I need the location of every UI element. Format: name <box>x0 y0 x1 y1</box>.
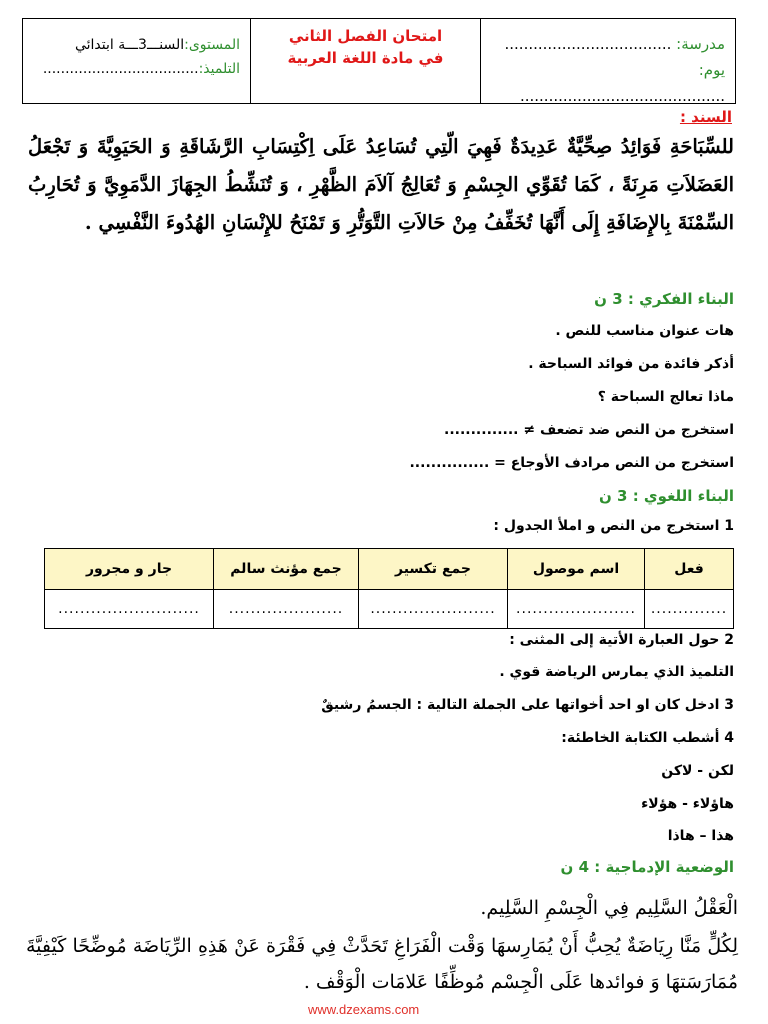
lughawi-question-3: 3 ادخل كان او احد أخواتها على الجملة التالية : الجسمُ رشيقٌ <box>321 697 734 713</box>
header-feminine-plural: جمع مؤنث سالم <box>214 549 359 590</box>
header-broken-plural: جمع تكسير <box>359 549 508 590</box>
answer-cell-verb[interactable]: .............. <box>645 590 734 629</box>
day-value: ........................................... <box>519 87 725 105</box>
header-verb: فعل <box>645 549 734 590</box>
school-value: ................................... <box>504 35 672 53</box>
fikri-question-5: استخرج من النص مرادف الأوجاع = ............... <box>409 455 734 471</box>
header-preposition: جار و مجرور <box>45 549 214 590</box>
fikri-question-4: استخرج من النص ضد تضعف ≠ .............. <box>444 422 734 438</box>
school-info <box>481 19 735 103</box>
fikri-question-1: هات عنوان مناسب للنص . <box>555 323 734 339</box>
title-line-1: امتحان الفصل الثاني <box>288 27 443 45</box>
fikri-heading: البناء الفكري : 3 ن <box>594 290 734 308</box>
day-label: يوم: <box>698 61 725 79</box>
exam-header <box>22 18 736 104</box>
idmaj-motto: الْعَقْلُ السَّلِيم فِي الْجِسْمِ السَّلِيم. <box>480 897 738 919</box>
title-line-2: في مادة اللغة العربية <box>287 49 444 67</box>
exam-title <box>251 19 481 103</box>
lughawi-question-1: 1 استخرج من النص و املأ الجدول : <box>493 518 734 534</box>
footer-url[interactable]: www.dzexams.com <box>308 1002 420 1017</box>
strike-item-3: هذا – هاذا <box>667 828 734 844</box>
question-2-sentence: التلميذ الذي يمارس الرياضة قوي . <box>499 664 734 680</box>
answer-cell-broken-plural[interactable]: ....................... <box>359 590 508 629</box>
level-value: السنـــ3ـــة ابتدائي <box>74 37 185 53</box>
school-label: مدرسة: <box>676 35 725 53</box>
table-header-row <box>45 549 734 590</box>
student-info <box>23 19 251 103</box>
level-label: المستوى: <box>184 37 240 53</box>
table-row <box>45 590 734 629</box>
answer-cell-relative-pronoun[interactable]: ...................... <box>508 590 645 629</box>
header-relative-pronoun: اسم موصول <box>508 549 645 590</box>
strike-item-1: لكن - لاكن <box>661 763 734 779</box>
sanad-passage: للسِّبَاحَةِ فَوَائِدُ صِحِّيَّةٌ عَدِيدَةٌ فَهِيَ الّتِي تُسَاعِدُ عَلَى اِكْتِسَابِ الرَّشَاقَةِ وَ الحَيَوِيَّةَ وَ تَجْعَلُ العَضَلاَتِ مَرِنَةً ، كَمَا تُقَوِّي الجِسْمِ وَ تُعَالِجُ آلاَمَ الظَّهْرِ ، وَ تُنَشِّطُ الجِهَازَ الدَّمَوِيَّ وَ تُحَارِبُ السِّمْنَةَ بِالإِضَافَةِ إِلَى أَنَّهَا تُخَفِّفُ مِنْ حَالاَتِ التَّوَتُّرِ وَ تَمْنَحُ للإِنْسَانِ الهُدُوءَ النَّفْسِي . <box>28 135 734 234</box>
strike-item-2: هاؤلاء - هؤلاء <box>641 796 734 812</box>
sanad-label: السند : <box>679 108 732 126</box>
lughawi-heading: البناء اللغوي : 3 ن <box>599 487 734 505</box>
answer-cell-preposition[interactable]: .......................... <box>45 590 214 629</box>
grammar-table <box>44 548 734 629</box>
lughawi-question-2: 2 حول العبارة الأتية إلى المثنى : <box>509 632 734 648</box>
idmaj-heading: الوضعية الإدماجية : 4 ن <box>560 858 734 876</box>
idmaj-task: لِكُلٍّ مَنَّا رِيَاضَةٌ يُحِبُّ أَنْ يُمَارِسهَا وَقْت الْفَرَاغِ تَحَدَّثْ فِي فَقْرَة عَنْ هَذِهِ الرِّيَاضَة مُوضِّحًا كَيْفِيَّةَ مُمَارَسَتهَا وَ فوائدها عَلَى الْجِسْم مُوظِّفًا عَلامَات الْوَقْف . <box>26 935 738 993</box>
student-value: ................................... <box>42 61 199 77</box>
answer-cell-feminine-plural[interactable]: ..................... <box>214 590 359 629</box>
student-label: التلميذ: <box>198 61 240 77</box>
fikri-question-2: أذكر فائدة من فوائد السباحة . <box>528 356 734 372</box>
lughawi-question-4: 4 أشطب الكتابة الخاطئة: <box>561 730 734 746</box>
fikri-question-3: ماذا تعالج السباحة ؟ <box>597 389 734 405</box>
